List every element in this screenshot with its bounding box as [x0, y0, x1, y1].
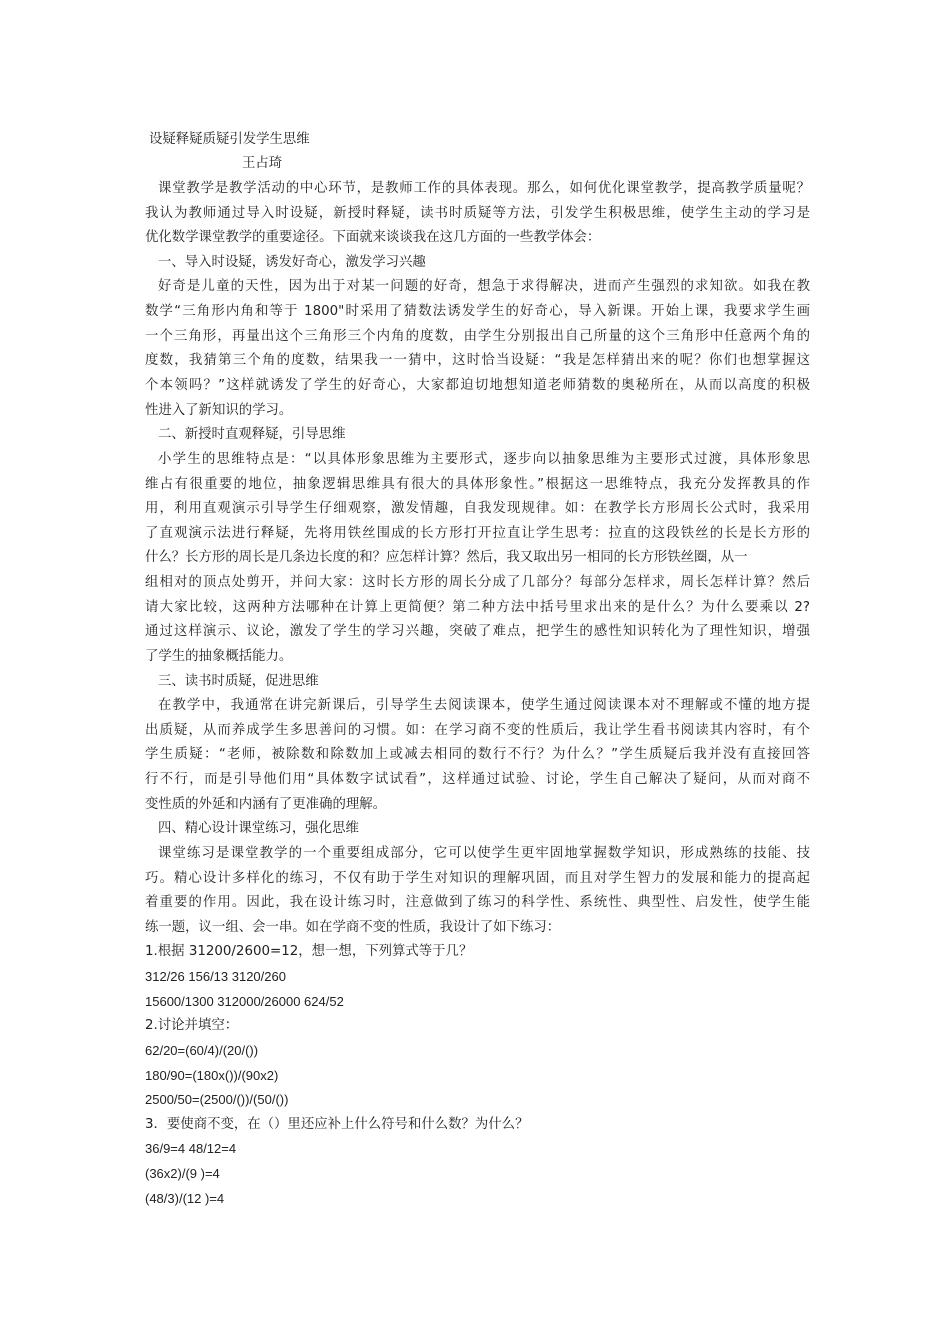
- paragraph-line: 了学生的抽象概括能力。: [145, 649, 293, 664]
- intro-line: 课堂教学是教学活动的中心环节，是教师工作的具体表现。那么，如何优化课堂教学，提高教学质量呢？: [158, 181, 810, 196]
- exercise-line: 1.根据 31200/2600=12，想一想，下列算式等于几？: [145, 944, 473, 959]
- exercise-line: 2500/50=(2500/())/(50/()): [145, 1092, 289, 1107]
- paragraph-line: 个本领吗？”这样就诱发了学生的好奇心，大家都迫切地想知道老师猜数的奥秘所在，从而以高度的积极: [145, 378, 810, 393]
- section-heading-3: 三、读书时质疑，促进思维: [158, 674, 319, 689]
- paragraph-line: 什么？长方形的周长是几条边长度的和？应怎样计算？然后，我又取出另一相同的长方形铁丝圈，从一: [145, 550, 748, 565]
- paragraph-line: 好奇是儿童的天性，因为出于对某一问题的好奇，想急于求得解决，进而产生强烈的求知欲。如我在教: [158, 279, 810, 294]
- paragraph-line: 小学生的思维特点是：“以具体形象思维为主要形式，逐步向以抽象思维为主要形式过渡，具体形象思: [158, 452, 810, 467]
- paragraph-line: 着重要的作用。因此，我在设计练习时，注意做到了练习的科学性、系统性、典型性、启发性，使学生能: [145, 895, 810, 910]
- intro-line: 优化数学课堂教学的重要途径。下面就来谈谈我在这几方面的一些教学体会：: [145, 230, 601, 245]
- intro-line: 我认为教师通过导入时设疑，新授时释疑，读书时质疑等方法，引发学生积极思维，使学生主动的学习是: [145, 206, 810, 221]
- paragraph-line: 课堂练习是课堂教学的一个重要组成部分，它可以使学生更牢固地掌握数学知识，形成熟练的技能、技: [158, 846, 810, 861]
- exercise-line: 15600/1300 312000/26000 624/52: [145, 994, 344, 1009]
- paragraph-line: 巧。精心设计多样化的练习，不仅有助于学生对知识的理解巩固，而且对学生智力的发展和能力的提高起: [145, 871, 810, 886]
- exercise-line: 62/20=(60/4)/(20/()): [145, 1043, 259, 1058]
- paragraph-line: 用，利用直观演示引导学生仔细观察，激发情趣，自我发现规律。如：在教学长方形周长公式时，我采用: [145, 501, 810, 516]
- document-author: 王占琦: [242, 156, 283, 171]
- paragraph-line: 通过这样演示、议论，激发了学生的学习兴趣，突破了难点，把学生的感性知识转化为了理性知识，增强: [145, 624, 810, 639]
- exercise-line: 2.讨论并填空：: [145, 1018, 239, 1033]
- paragraph-line: 性进入了新知识的学习。: [145, 403, 293, 418]
- section-heading-2: 二、新授时直观释疑，引导思维: [158, 427, 346, 442]
- section-heading-4: 四、精心设计课堂练习，强化思维: [158, 821, 359, 836]
- exercise-line: (48/3)/(12 )=4: [145, 1191, 225, 1206]
- document-title: 设疑释疑质疑引发学生思维: [149, 132, 310, 147]
- exercise-line: (36x2)/(9 )=4: [145, 1166, 220, 1181]
- paragraph-line: 组相对的顶点处剪开，并问大家：这时长方形的周长分成了几部分？每部分怎样求，周长怎样计算？然后: [145, 575, 810, 590]
- exercise-line: 180/90=(180x())/(90x2): [145, 1068, 279, 1083]
- section-heading-1: 一、导入时设疑，诱发好奇心，激发学习兴趣: [158, 255, 426, 270]
- paragraph-line: 学生质疑：“老师，被除数和除数加上或减去相同的数行不行？为什么？”学生质疑后我并没有直接回答: [145, 747, 810, 762]
- exercise-line: 36/9=4 48/12=4: [145, 1141, 237, 1156]
- paragraph-line: 出质疑，从而养成学生多思善问的习惯。如：在学习商不变的性质后，我让学生看书阅读其内容时，有个: [145, 723, 810, 738]
- exercise-line: 312/26 156/13 3120/260: [145, 969, 286, 984]
- paragraph-line: 数学“三角形内角和等于 1800"时采用了猜数法诱发学生的好奇心，导入新课。开始上课，我要求学生画: [145, 304, 810, 319]
- paragraph-line: 行不行，而是引导他们用“具体数字试试看”，这样通过试验、讨论，学生自己解决了疑问，从而对商不: [145, 772, 810, 787]
- paragraph-line: 变性质的外延和内涵有了更准确的理解。: [145, 797, 387, 812]
- paragraph-line: 了直观演示法进行释疑，先将用铁丝围成的长方形打开拉直让学生思考：拉直的这段铁丝的长是长方形的: [145, 526, 810, 541]
- paragraph-line: 度数，我猜第三个角的度数，结果我一一猜中，这时恰当设疑：“我是怎样猜出来的呢？你们也想掌握这: [145, 353, 810, 368]
- paragraph-line: 维占有很重要的地位，抽象逻辑思维具有很大的具体形象性。”根据这一思维特点，我充分发挥教具的作: [145, 477, 810, 492]
- paragraph-line: 在教学中，我通常在讲完新课后，引导学生去阅读课本，使学生通过阅读课本对不理解或不懂的地方提: [158, 698, 810, 713]
- paragraph-line: 请大家比较，这两种方法哪种在计算上更简便？第二种方法中括号里求出来的是什么？为什么要乘以 2?: [145, 600, 810, 615]
- exercise-line: 3．要使商不变，在（）里还应补上什么符号和什么数？为什么？: [145, 1117, 529, 1132]
- paragraph-line: 一个三角形，再量出这个三角形三个内角的度数，由学生分别报出自己所量的这个三角形中任意两个角的: [145, 329, 810, 344]
- paragraph-line: 练一题，议一组、会一串。如在学商不变的性质，我设计了如下练习：: [145, 920, 561, 935]
